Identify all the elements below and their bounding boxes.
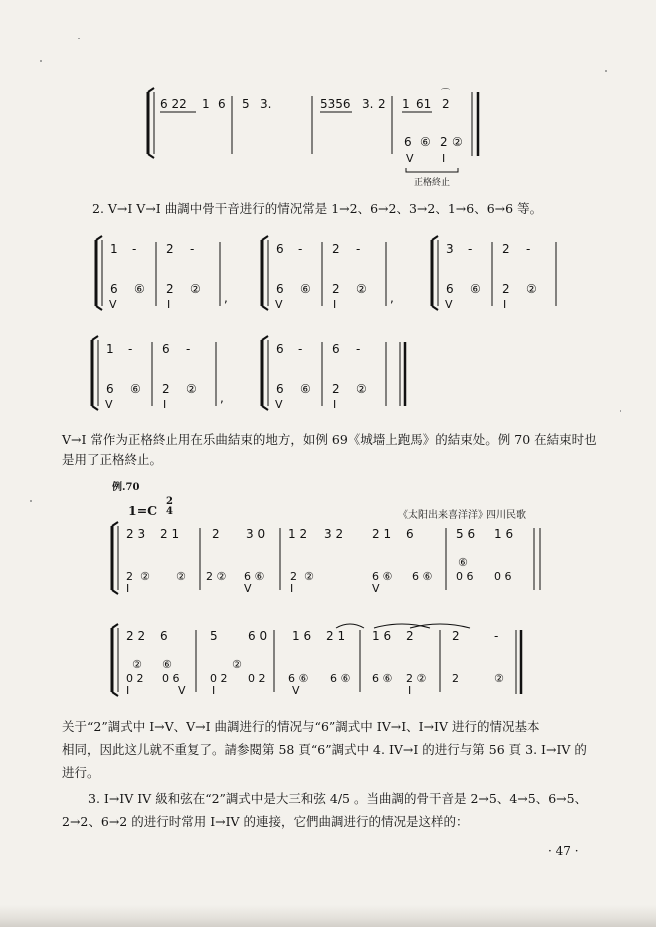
- degree-label: I: [408, 684, 412, 697]
- scan-speck: [620, 410, 621, 412]
- excerpt-note: 61: [416, 97, 432, 111]
- rest-dash: -: [298, 342, 303, 356]
- melody-note: 1 6: [292, 629, 312, 643]
- excerpt-note: 1: [202, 97, 210, 111]
- rest-dash: -: [526, 242, 531, 256]
- scan-speck: [40, 60, 42, 62]
- cadence-bass: ②: [186, 382, 197, 396]
- degree-label: I: [126, 582, 130, 595]
- melody-note: 2: [212, 527, 220, 541]
- excerpt-degree: I: [442, 152, 446, 165]
- bracket-bottom: [112, 692, 118, 696]
- cadence-note: 6: [276, 342, 284, 356]
- degree-label: V: [292, 684, 300, 697]
- cadence-bass: 6: [106, 382, 114, 396]
- rest-dash: -: [356, 242, 361, 256]
- degree-label: I: [126, 684, 130, 697]
- example-label: 例.70: [112, 482, 140, 493]
- cadence-degree: I: [333, 398, 337, 411]
- cadence-note: 6: [162, 342, 170, 356]
- melody-note: 2 1: [372, 527, 392, 541]
- cadence-bass: 6: [446, 282, 454, 296]
- bass-note: 0 2: [126, 672, 144, 685]
- bass-note: 0 2: [248, 672, 266, 685]
- melody-note: 1 2: [288, 527, 308, 541]
- cadence-degree: V: [445, 298, 453, 311]
- cadence-note: 2: [166, 242, 174, 256]
- cadence-degree: V: [105, 398, 113, 411]
- para-1: 2. V→I V→I 曲調中骨干音进行的情况常是 1→2、6→2、3→2、1→6、6→6 等。: [92, 201, 543, 216]
- excerpt-note: 2: [442, 97, 450, 111]
- excerpt-bass: ⑥: [420, 135, 431, 149]
- scan-speck: [78, 38, 80, 39]
- degree-label: V: [244, 582, 252, 595]
- melody-note: 1 6: [494, 527, 514, 541]
- para-3-line-2: 相同，因此这儿就不重复了。請参閱第 58 頁“6”調式中 4. IV→I 的进行与第 56 頁 3. I→IV 的: [62, 742, 587, 757]
- bass-note: ②: [494, 672, 504, 685]
- excerpt-note: 3.: [260, 97, 272, 111]
- excerpt-note: 6 22: [160, 97, 187, 111]
- slur: [410, 624, 470, 628]
- excerpt-note: 5356: [320, 97, 351, 111]
- melody-note: 3 0: [246, 527, 266, 541]
- cadence-bass: ⑥: [470, 282, 481, 296]
- scan-edge-bottom: [0, 905, 656, 927]
- degree-label: V: [178, 684, 186, 697]
- bracket-top: [112, 522, 118, 526]
- cadence-bass: 2: [166, 282, 174, 296]
- cadence-note: 2: [332, 242, 340, 256]
- cadence-bass: 6: [276, 282, 284, 296]
- melody-note: 2: [406, 629, 414, 643]
- cadence-label: 正格終止: [414, 178, 451, 188]
- cadence-bass: ②: [356, 282, 367, 296]
- cadence-bass: 2: [502, 282, 510, 296]
- bass-note: 2: [290, 570, 297, 583]
- bass-note: ②: [304, 570, 314, 583]
- bass-note: 6 ⑥: [330, 672, 351, 685]
- bass-note: ⑥: [162, 658, 172, 671]
- page-number: · 47 ·: [548, 844, 579, 858]
- cadence-bass: ⑥: [300, 282, 311, 296]
- rest-dash: -: [356, 342, 361, 356]
- melody-note: 2 1: [160, 527, 180, 541]
- cadence-note: 6: [276, 242, 284, 256]
- cadence-bass: ⑥: [134, 282, 145, 296]
- cadence-note: 2: [502, 242, 510, 256]
- song-source: 四川民歌: [486, 510, 526, 521]
- bass-note: 6 ⑥: [372, 672, 393, 685]
- cadence-degree: I: [163, 398, 167, 411]
- comma: ,: [390, 291, 394, 305]
- bass-note: 6 ⑥: [244, 570, 265, 583]
- melody-note: 2: [452, 629, 460, 643]
- svg-text:⌒: ⌒: [441, 89, 451, 99]
- cadence-note: 1: [110, 242, 118, 256]
- bass-note: ②: [132, 658, 142, 671]
- bass-note: ②: [232, 658, 242, 671]
- para-2-line-1: V→I 常作为正格終止用在乐曲結束的地方，如例 69《城墻上跑馬》的結束处。例 70 在結束时也: [62, 432, 597, 447]
- bass-note: 0 6: [456, 570, 474, 583]
- excerpt-note: 1: [402, 97, 410, 111]
- melody-note: 2 1: [326, 629, 346, 643]
- cadence-degree: I: [167, 298, 171, 311]
- melody-note: 6 0: [248, 629, 268, 643]
- cadence-bass: 6: [276, 382, 284, 396]
- bass-note: ②: [176, 570, 186, 583]
- cadence-degree: V: [275, 298, 283, 311]
- degree-label: I: [290, 582, 294, 595]
- melody-note: 6: [160, 629, 168, 643]
- para-3-line-3: 进行。: [62, 765, 100, 780]
- excerpt-bass: ②: [452, 135, 463, 149]
- slur: [336, 624, 364, 628]
- excerpt-bass: 2: [440, 135, 448, 149]
- cadence-degree: I: [333, 298, 337, 311]
- degree-label: I: [212, 684, 216, 697]
- melody-note: 5 6: [456, 527, 476, 541]
- comma: ,: [220, 391, 224, 405]
- cadence-bass: ⑥: [300, 382, 311, 396]
- bass-note: 2 ②: [206, 570, 227, 583]
- time-sig-bottom: 4: [166, 506, 173, 517]
- bass-note: 6 ⑥: [288, 672, 309, 685]
- melody-note: 1 6: [372, 629, 392, 643]
- para-4-line-1: 3. I→IV IV 級和弦在“2”調式中是大三和弦 4/5 。当曲調的骨干音是 2→5、4→5、6→5、: [88, 791, 588, 806]
- bass-note: ②: [140, 570, 150, 583]
- melody-note: -: [494, 629, 499, 643]
- key-signature: 1=C: [128, 503, 158, 518]
- melody-note: 5: [210, 629, 218, 643]
- cadence-bass: 2: [332, 382, 340, 396]
- bass-note: 0 6: [162, 672, 180, 685]
- scan-speck: [30, 500, 32, 502]
- bracket-top: [112, 624, 118, 628]
- cadence-bass: ⑥: [130, 382, 141, 396]
- melody-note: 2 2: [126, 629, 146, 643]
- melody-note: 2 3: [126, 527, 146, 541]
- song-title: 《太阳出来喜洋洋》: [398, 510, 488, 521]
- rest-dash: -: [128, 342, 133, 356]
- cadence-bass: 6: [110, 282, 118, 296]
- cadence-note: 1: [106, 342, 114, 356]
- degree-label: V: [372, 582, 380, 595]
- bass-note: 0 6: [494, 570, 512, 583]
- bass-note: 6 ⑥: [372, 570, 393, 583]
- excerpt-note: 6: [218, 97, 226, 111]
- para-4-line-2: 2→2、6→2 的进行时常用 I→IV 的連接，它們曲調进行的情况是这样的：: [62, 814, 469, 829]
- excerpt-note: 3.: [362, 97, 374, 111]
- cadence-bass: ②: [526, 282, 537, 296]
- time-sig-top: 2: [166, 496, 173, 507]
- cadence-bass: ②: [356, 382, 367, 396]
- cadence-degree: I: [503, 298, 507, 311]
- bass-note: 6 ⑥: [412, 570, 433, 583]
- excerpt-degree: V: [406, 152, 414, 165]
- scan-speck: [605, 70, 607, 72]
- bass-note: 2: [126, 570, 133, 583]
- cadence-bass: 2: [162, 382, 170, 396]
- cadence-degree: V: [109, 298, 117, 311]
- melody-note: 6: [406, 527, 414, 541]
- cadence-bass: ②: [190, 282, 201, 296]
- cadence-note: 6: [332, 342, 340, 356]
- cadence-note: 3: [446, 242, 454, 256]
- cadence-bass: 2: [332, 282, 340, 296]
- para-2-line-2: 是用了正格終止。: [62, 452, 163, 467]
- bass-note: ⑥: [458, 556, 468, 569]
- rest-dash: -: [186, 342, 191, 356]
- excerpt-note: 5: [242, 97, 250, 111]
- comma: ,: [224, 291, 228, 305]
- para-3-line-1: 关于“2”調式中 I→V、V→I 曲調进行的情况与“6”調式中 IV→I、I→IV 进行的情况基本: [62, 719, 540, 734]
- rest-dash: -: [132, 242, 137, 256]
- bracket-bottom: [112, 590, 118, 594]
- rest-dash: -: [468, 242, 473, 256]
- melody-note: 3 2: [324, 527, 344, 541]
- rest-dash: -: [190, 242, 195, 256]
- excerpt-bass: 6: [404, 135, 412, 149]
- cadence-degree: V: [275, 398, 283, 411]
- rest-dash: -: [298, 242, 303, 256]
- bass-note: 2 ②: [406, 672, 427, 685]
- bass-note: 2: [452, 672, 459, 685]
- bass-note: 0 2: [210, 672, 228, 685]
- excerpt-note: 2: [378, 97, 386, 111]
